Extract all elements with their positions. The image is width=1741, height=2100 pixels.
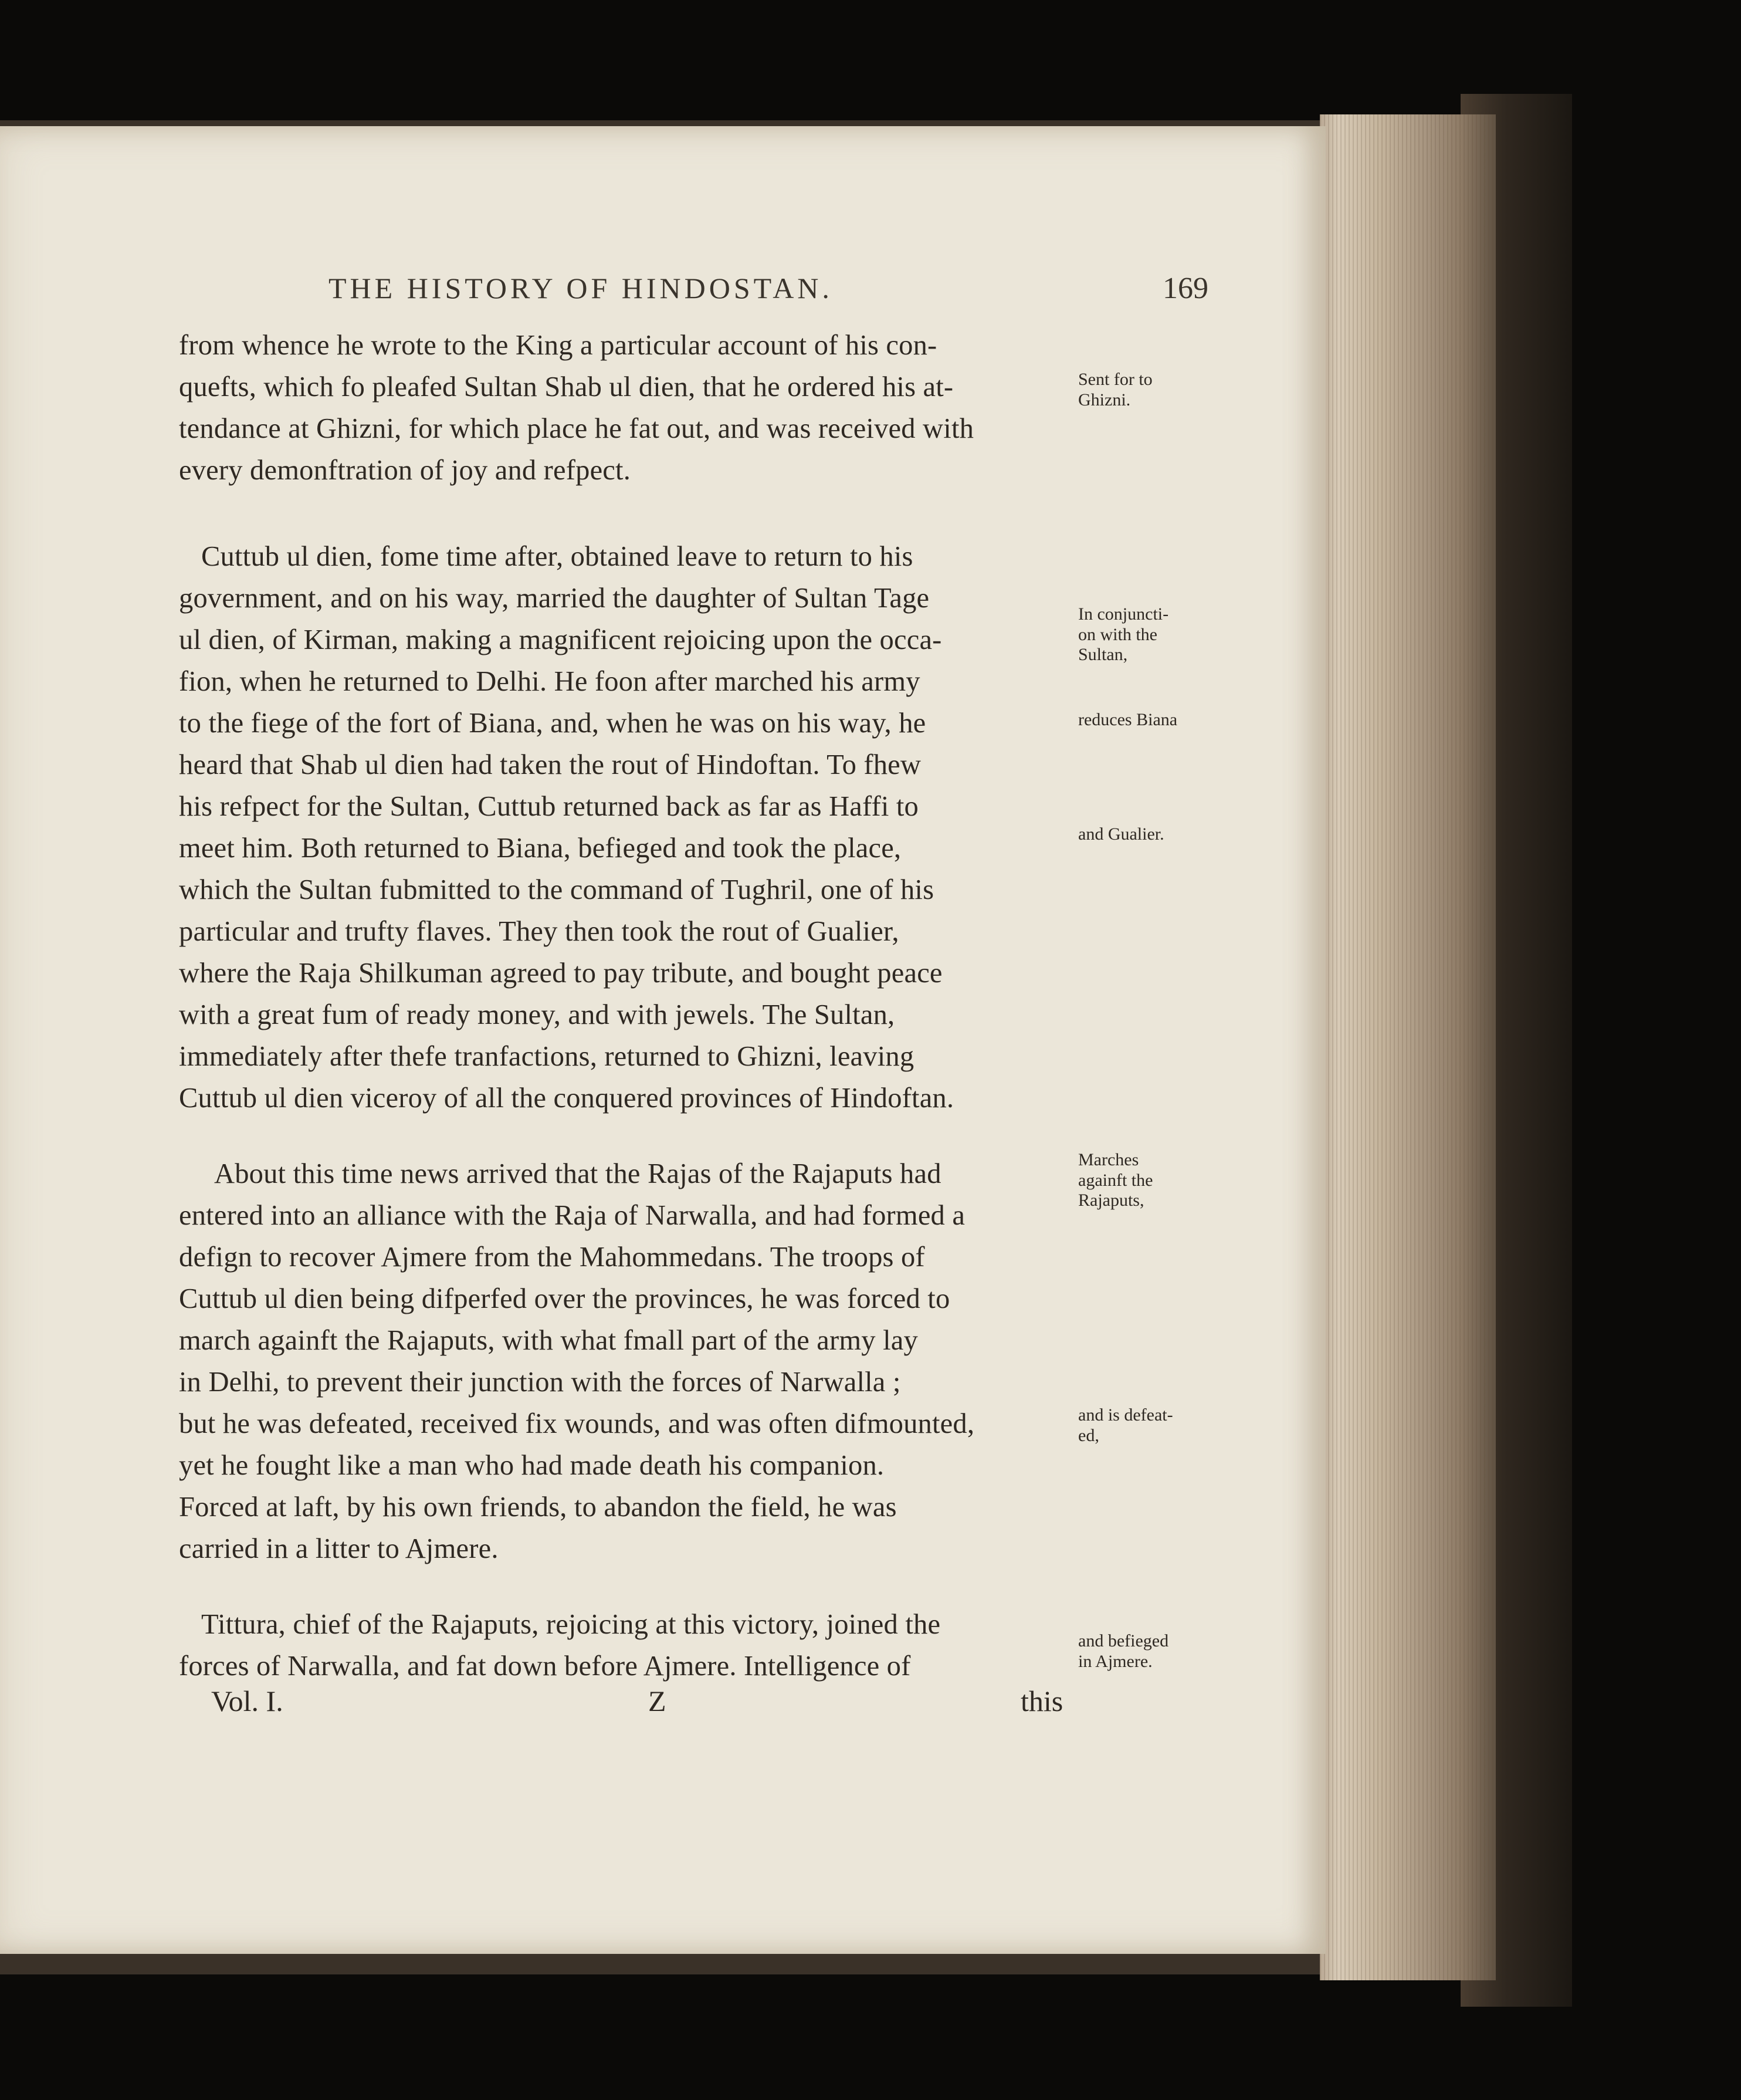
signature-mark: Z (648, 1685, 666, 1717)
volume-label: Vol. I. (211, 1685, 283, 1717)
margin-note: In conjuncti- on with the Sultan, (1078, 604, 1169, 664)
margin-note: reduces Biana (1078, 710, 1178, 729)
running-head (317, 271, 1208, 318)
text-line: but he was defeated, received fix wounds, and was often difmounted, (179, 1408, 975, 1439)
text-line: march againft the Rajaputs, with what fmall part of the army lay (179, 1325, 918, 1356)
text-line: government, and on his way, married the daughter of Sultan Tage (179, 583, 930, 614)
margin-note: and befieged in Ajmere. (1078, 1631, 1169, 1671)
page-fore-edge (1320, 114, 1496, 1980)
text-line: Cuttub ul dien viceroy of all the conquered provinces of Hindoftan. (179, 1083, 954, 1114)
text-line: which the Sultan fubmitted to the command of Tughril, one of his (179, 874, 934, 905)
margin-note: and Gualier. (1078, 824, 1164, 844)
text-line: meet him. Both returned to Biana, befieged and took the place, (179, 833, 902, 864)
text-line: in Delhi, to prevent their junction with the forces of Narwalla ; (179, 1367, 901, 1398)
margin-note: and is defeat- ed, (1078, 1405, 1173, 1445)
text-line: to the fiege of the fort of Biana, and, when he was on his way, he (179, 708, 926, 739)
catchword: this (1021, 1685, 1063, 1717)
running-title: THE HISTORY OF HINDOSTAN. (328, 272, 833, 305)
text-line: entered into an alliance with the Raja of Narwalla, and had formed a (179, 1200, 966, 1231)
margin-note: Sent for to Ghizni. (1078, 370, 1153, 410)
text-line: Tittura, chief of the Rajaputs, rejoicing at this victory, joined the (201, 1609, 941, 1640)
text-line: particular and trufty flaves. They then took the rout of Gualier, (179, 916, 899, 947)
text-line: tendance at Ghizni, for which place he fat out, and was received with (179, 413, 974, 444)
text-line: yet he fought like a man who had made death his companion. (179, 1450, 885, 1481)
text-line: heard that Shab ul dien had taken the rout of Hindoftan. To fhew (179, 749, 922, 780)
text-line: Forced at laft, by his own friends, to abandon the field, he was (179, 1492, 897, 1523)
text-line: his refpect for the Sultan, Cuttub returned back as far as Haffi to (179, 791, 919, 822)
text-line: ul dien, of Kirman, making a magnificent rejoicing upon the occa- (179, 624, 942, 655)
text-line: from whence he wrote to the King a particular account of his con- (179, 330, 937, 361)
text-line: defign to recover Ajmere from the Mahommedans. The troops of (179, 1242, 925, 1273)
text-line: carried in a litter to Ajmere. (179, 1533, 499, 1564)
text-line: every demonftration of joy and refpect. (179, 455, 631, 486)
text-line: quefts, which fo pleafed Sultan Shab ul dien, that he ordered his at- (179, 371, 954, 403)
text-line: immediately after thefe tranfactions, returned to Ghizni, leaving (179, 1041, 914, 1072)
margin-note: Marches againft the Rajaputs, (1078, 1150, 1153, 1210)
text-line: About this time news arrived that the Rajas of the Rajaputs had (214, 1158, 941, 1189)
text-line: Cuttub ul dien, fome time after, obtained leave to return to his (201, 541, 913, 572)
text-line: forces of Narwalla, and fat down before Ajmere. Intelligence of (179, 1651, 911, 1682)
text-line: with a great fum of ready money, and with jewels. The Sultan, (179, 999, 895, 1030)
page-number: 169 (1163, 272, 1208, 305)
text-line: where the Raja Shilkuman agreed to pay tribute, and bought peace (179, 958, 943, 989)
text-line: Cuttub ul dien being difperfed over the provinces, he was forced to (179, 1283, 950, 1314)
text-line: fion, when he returned to Delhi. He foon after marched his army (179, 666, 920, 697)
